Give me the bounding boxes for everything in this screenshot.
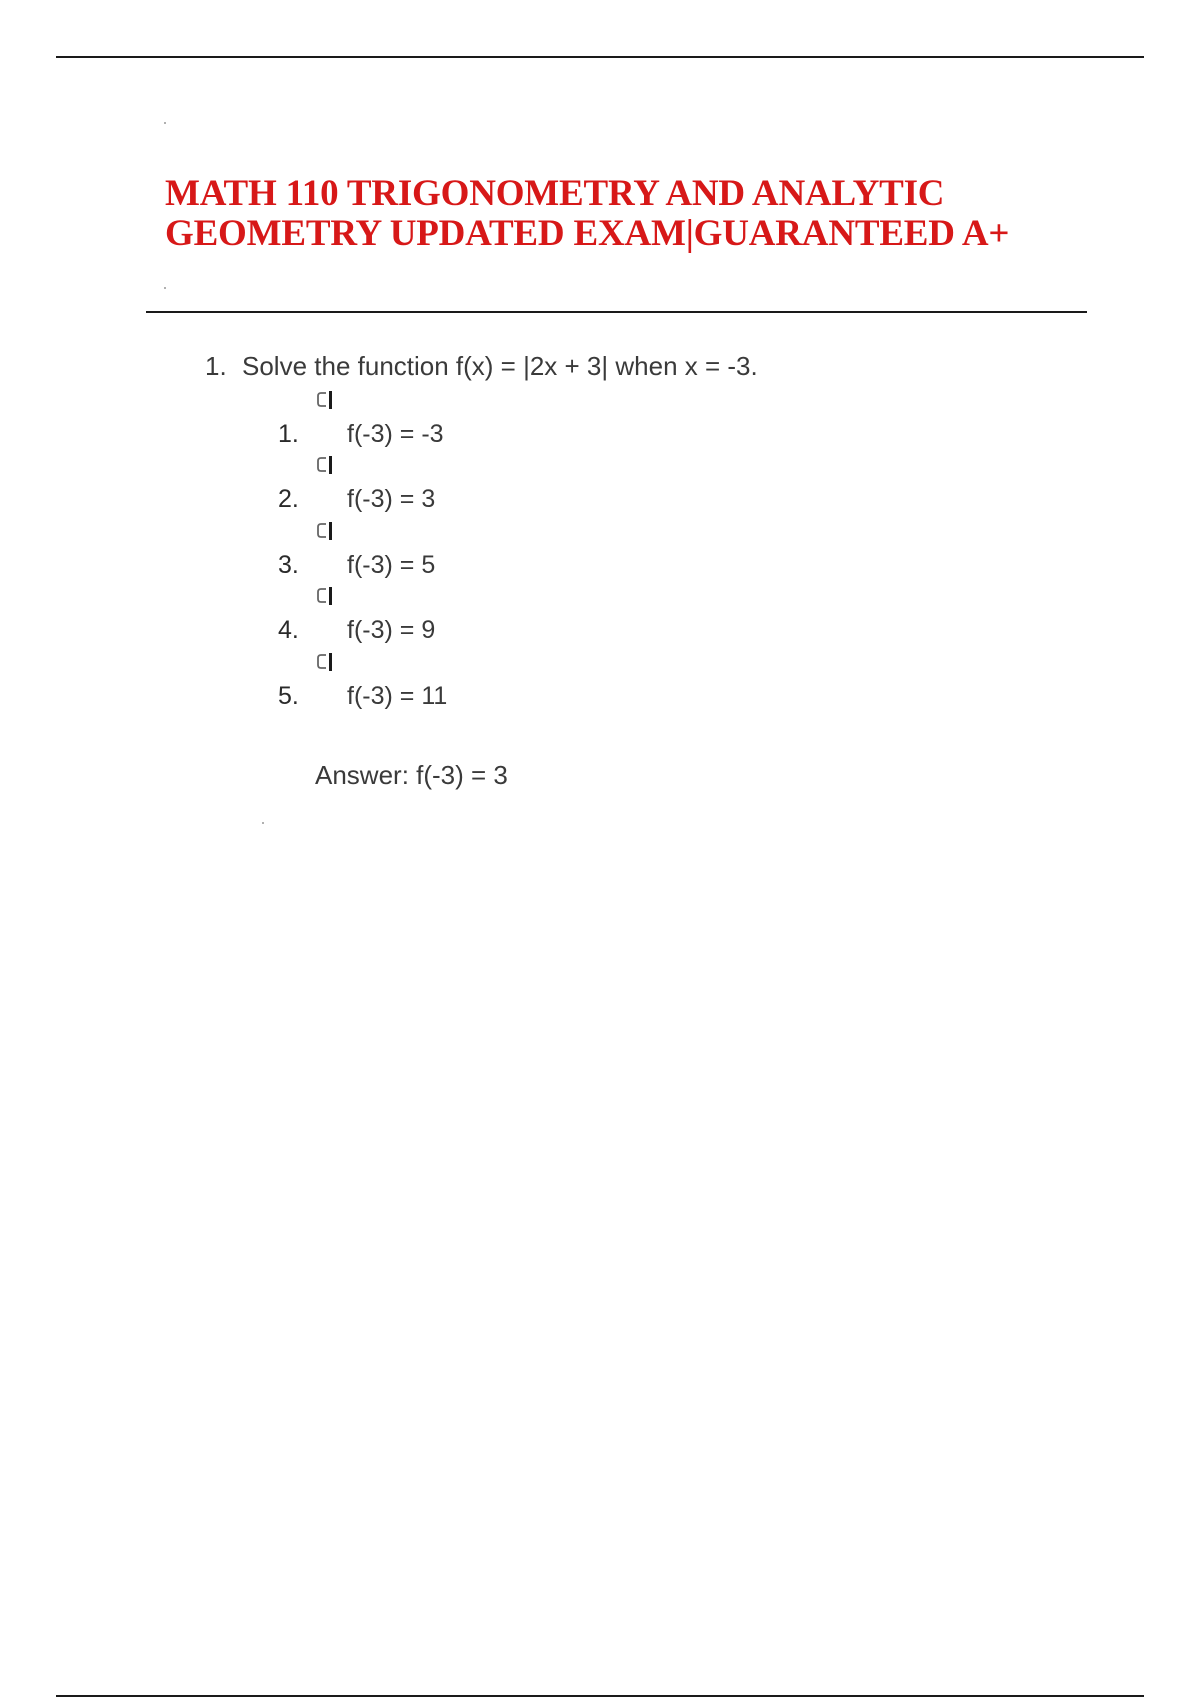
option-text[interactable]: f(-3) = 9 <box>347 616 436 644</box>
option-text[interactable]: f(-3) = 5 <box>347 551 436 579</box>
scan-speck <box>164 122 166 124</box>
option-number: 5. <box>278 682 299 710</box>
page-top-rule <box>56 56 1144 58</box>
option-number: 4. <box>278 616 299 644</box>
title-line-2: GEOMETRY UPDATED EXAM|GUARANTEED A+ <box>165 213 1010 254</box>
radio-button-icon[interactable] <box>316 455 335 475</box>
radio-button-icon[interactable] <box>316 652 335 672</box>
question-number: 1. <box>205 351 227 381</box>
title-line-1: MATH 110 TRIGONOMETRY AND ANALYTIC <box>165 173 945 214</box>
answer-text: Answer: f(-3) = 3 <box>315 760 508 790</box>
title-underline-rule <box>146 311 1087 313</box>
question-1 <box>205 349 758 383</box>
radio-button-icon[interactable] <box>316 586 335 606</box>
option-number: 3. <box>278 551 299 579</box>
radio-button-icon[interactable] <box>316 521 335 541</box>
page-bottom-rule <box>56 1695 1144 1697</box>
scan-speck <box>164 287 166 289</box>
option-number: 2. <box>278 485 299 513</box>
scan-speck <box>262 822 264 824</box>
question-text: Solve the function f(x) = |2x + 3| when x = -3. <box>242 351 758 381</box>
option-text[interactable]: f(-3) = 11 <box>347 682 448 710</box>
option-text[interactable]: f(-3) = -3 <box>347 420 444 448</box>
option-text[interactable]: f(-3) = 3 <box>347 485 436 513</box>
option-number: 1. <box>278 420 299 448</box>
document-title <box>165 174 1105 254</box>
radio-button-icon[interactable] <box>316 390 335 410</box>
